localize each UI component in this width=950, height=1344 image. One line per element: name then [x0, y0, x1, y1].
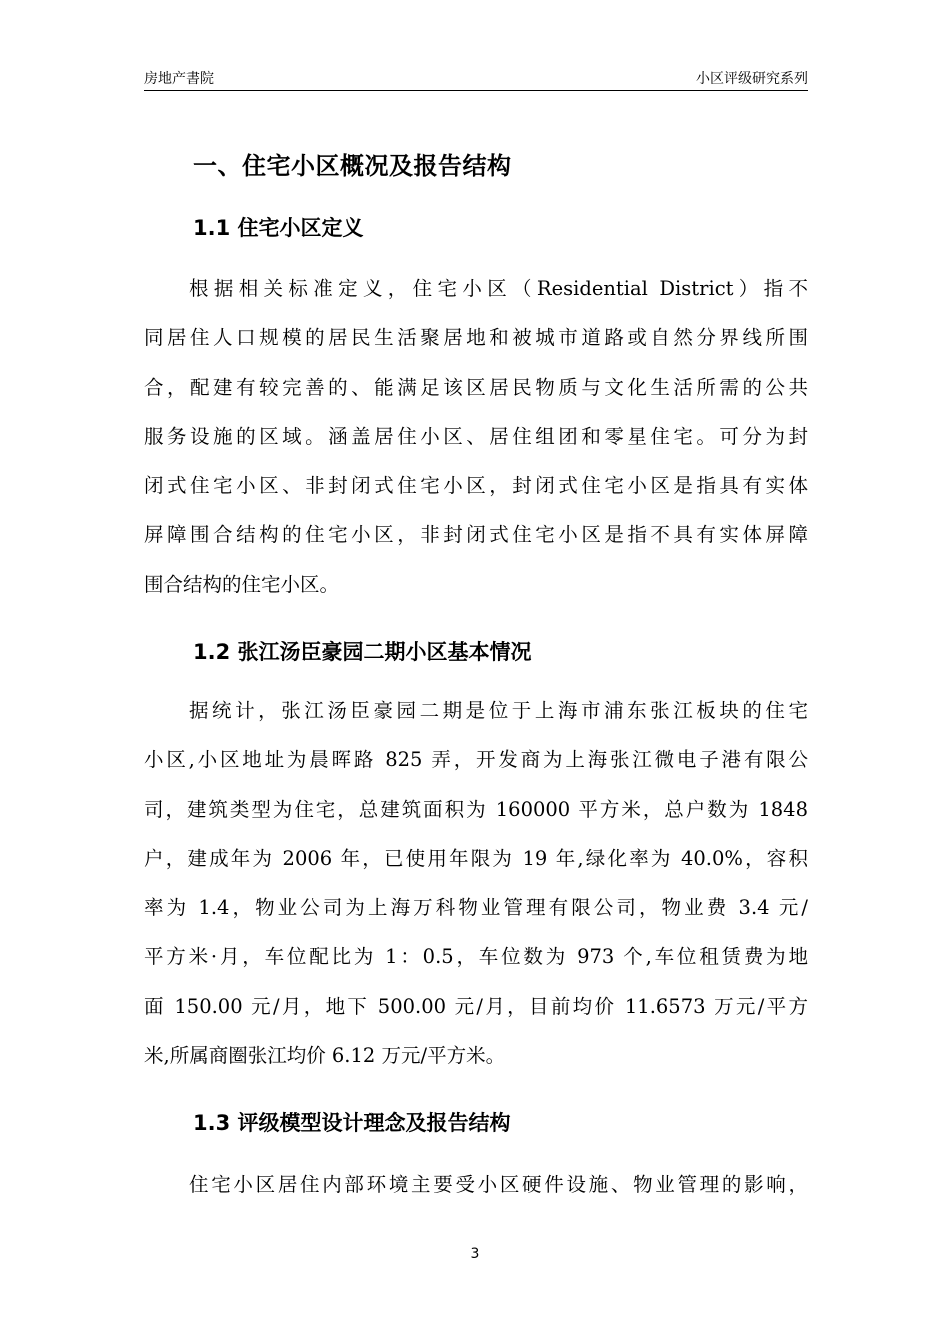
page-number: 3	[470, 1246, 480, 1262]
header-series: 小区评级研究系列	[696, 71, 808, 87]
paragraph-line: 小区,小区地址为晨晖路 825 弄，开发商为上海张江微电子港有限公	[144, 748, 808, 772]
paragraph-line: 根据相关标准定义，住宅小区（Residential District）指不	[189, 277, 808, 300]
paragraph-line: 住宅小区居住内部环境主要受小区硬件设施、物业管理的影响，	[189, 1173, 808, 1196]
paragraph-basic-info	[144, 686, 808, 1080]
paragraph-line: 同居住人口规模的居民生活聚居地和被城市道路或自然分界线所围	[144, 326, 808, 350]
paragraph-line: 面 150.00 元/月，地下 500.00 元/月，目前均价 11.6573 万元/平方	[144, 994, 809, 1018]
subsection-title-1-1: 1.1 住宅小区定义	[193, 216, 364, 240]
paragraph-line: 司，建筑类型为住宅，总建筑面积为 160000 平方米，总户数为 1848	[144, 797, 808, 821]
paragraph-model-design	[144, 1160, 808, 1209]
paragraph-line: 率为 1.4，物业公司为上海万科物业管理有限公司，物业费 3.4 元/	[144, 896, 808, 920]
paragraph-line: 闭式住宅小区、非封闭式住宅小区，封闭式住宅小区是指具有实体	[144, 474, 808, 498]
paragraph-definition	[144, 264, 808, 609]
section-title: 一、住宅小区概况及报告结构	[193, 152, 512, 180]
paragraph-line: 围合结构的住宅小区。	[144, 572, 340, 596]
paragraph-line: 米,所属商圈张江均价 6.12 万元/平方米。	[144, 1044, 506, 1068]
paragraph-line: 平方米·月，车位配比为 1：0.5，车位数为 973 个,车位租赁费为地	[144, 945, 808, 969]
paragraph-line: 屏障围合结构的住宅小区，非封闭式住宅小区是指不具有实体屏障	[144, 523, 808, 547]
paragraph-line: 合，配建有较完善的、能满足该区居民物质与文化生活所需的公共	[144, 375, 808, 399]
subsection-title-1-3: 1.3 评级模型设计理念及报告结构	[193, 1111, 511, 1135]
paragraph-line: 服务设施的区域。涵盖居住小区、居住组团和零星住宅。可分为封	[144, 424, 808, 448]
paragraph-line: 户，建成年为 2006 年，已使用年限为 19 年,绿化率为 40.0%，容积	[144, 846, 808, 870]
header-publisher: 房地产書院	[144, 71, 214, 87]
page-header	[144, 64, 808, 91]
subsection-title-1-2: 1.2 张江汤臣豪园二期小区基本情况	[193, 640, 532, 664]
paragraph-line: 据统计，张江汤臣豪园二期是位于上海市浦东张江板块的住宅	[189, 699, 808, 722]
